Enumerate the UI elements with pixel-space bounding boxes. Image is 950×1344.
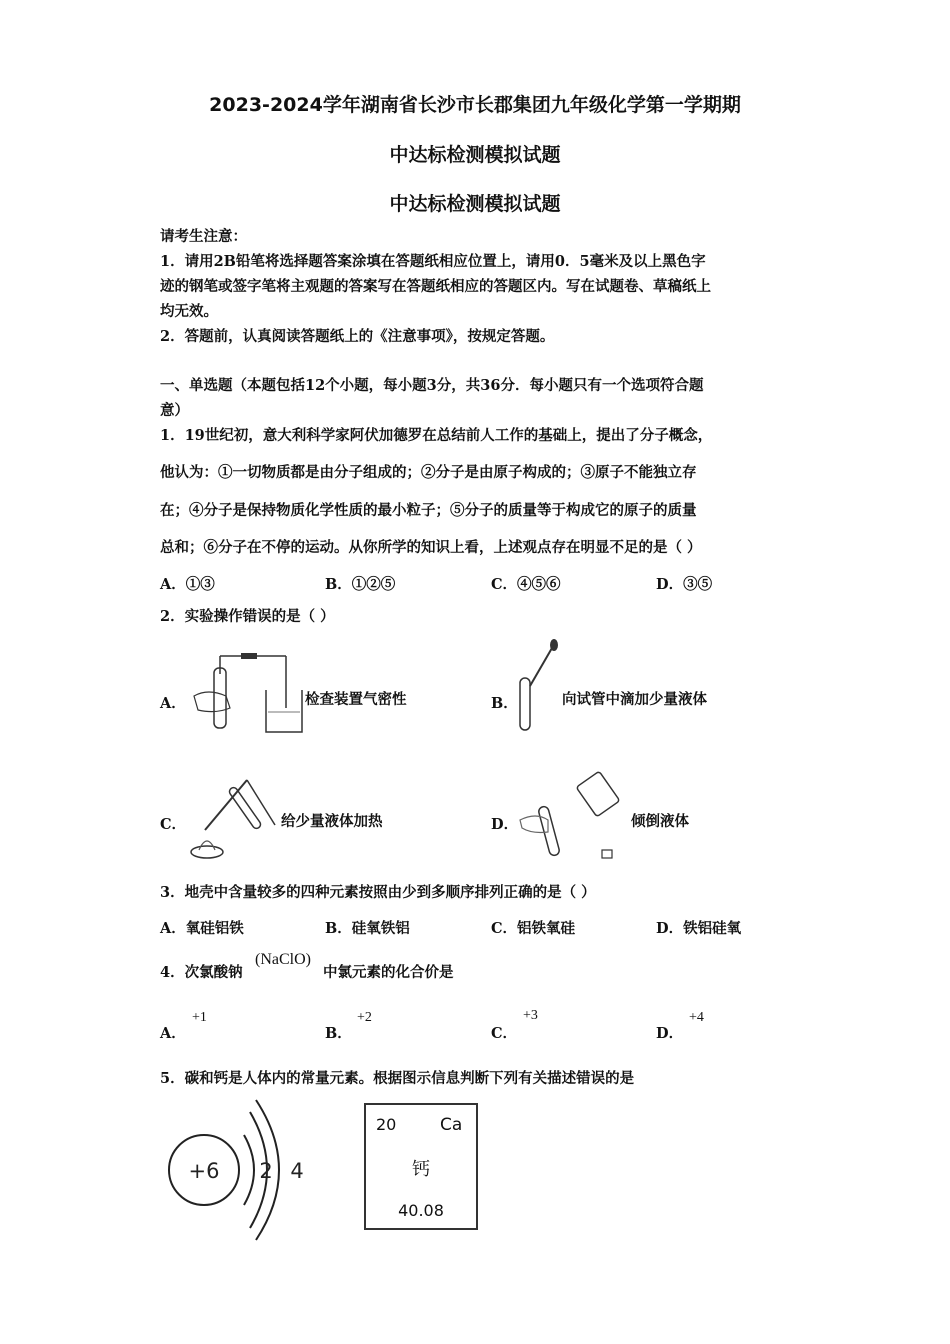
q1-option-d[interactable]: D．③⑤ bbox=[656, 576, 713, 593]
q2-option-d-text: 倾倒液体 bbox=[631, 813, 689, 830]
airtightness-check-illustration bbox=[186, 648, 306, 738]
section-heading-line1: 一、单选题（本题包括12个小题，每小题3分，共36分．每小题只有一个选项符合题 bbox=[160, 377, 704, 394]
title-line-1: 2023-2024学年湖南省长沙市长郡集团九年级化学第一学期期 bbox=[209, 94, 741, 116]
q5-stem: 5．碳和钙是人体内的常量元素。根据图示信息判断下列有关描述错误的是 bbox=[160, 1070, 635, 1087]
q2-stem: 2．实验操作错误的是（ ） bbox=[160, 608, 335, 625]
q4-option-d-value: +4 bbox=[689, 1010, 704, 1025]
q1-option-c[interactable]: C．④⑤⑥ bbox=[491, 576, 561, 593]
q4-option-b-letter[interactable]: B． bbox=[325, 1025, 352, 1042]
shell-2-electrons: 4 bbox=[290, 1159, 304, 1183]
element-symbol: Ca bbox=[440, 1115, 463, 1135]
element-atomic-mass: 40.08 bbox=[398, 1201, 444, 1220]
q3-option-b[interactable]: B．硅氧铁铝 bbox=[325, 920, 410, 937]
electron-shell-1-arc bbox=[244, 1135, 254, 1205]
q1-line4: 总和；⑥分子在不停的运动。从你所学的知识上看，上述观点存在明显不足的是（ ） bbox=[160, 539, 702, 556]
notice-item2: 2．答题前，认真阅读答题纸上的《注意事项》，按规定答题。 bbox=[160, 328, 555, 345]
calcium-element-card bbox=[364, 1103, 478, 1230]
q2-option-b-text: 向试管中滴加少量液体 bbox=[562, 691, 707, 708]
nucleus-charge: +6 bbox=[188, 1159, 220, 1183]
q2-option-a-letter[interactable]: A． bbox=[160, 695, 186, 712]
q4-option-a-value: +1 bbox=[192, 1010, 207, 1025]
q2-option-b-letter[interactable]: B． bbox=[491, 695, 518, 712]
title-line-2: 中达标检测模拟试题 bbox=[389, 144, 561, 166]
q4-stem-start: 4．次氯酸钠 bbox=[160, 964, 243, 981]
q4-option-d-letter[interactable]: D． bbox=[656, 1025, 684, 1042]
pouring-liquid-illustration bbox=[518, 768, 628, 863]
shell-1-electrons: 2 bbox=[259, 1159, 273, 1183]
q1-option-a[interactable]: A．①③ bbox=[160, 576, 215, 593]
liquid-heating-illustration bbox=[185, 770, 280, 865]
section-heading-line2: 意） bbox=[160, 402, 189, 419]
dropper-illustration bbox=[512, 638, 562, 738]
title-line-3: 中达标检测模拟试题 bbox=[389, 193, 561, 215]
q2-option-c-text: 给少量液体加热 bbox=[281, 813, 383, 830]
q2-option-c-letter[interactable]: C． bbox=[160, 816, 187, 833]
q4-option-c-letter[interactable]: C． bbox=[491, 1025, 518, 1042]
notice-heading: 请考生注意： bbox=[160, 228, 247, 245]
notice-item1-line1: 1．请用2B铅笔将选择题答案涂填在答题纸相应位置上，请用0．5毫米及以上黑色字 bbox=[160, 253, 706, 270]
element-atomic-number: 20 bbox=[376, 1115, 397, 1134]
q1-line2: 他认为：①一切物质都是由分子组成的；②分子是由原子构成的；③原子不能独立存 bbox=[160, 464, 697, 481]
carbon-atom-structure-diagram bbox=[160, 1095, 320, 1245]
element-name: 钙 bbox=[412, 1159, 430, 1180]
q2-option-a-text: 检查装置气密性 bbox=[305, 691, 407, 708]
q3-option-a[interactable]: A．氧硅铝铁 bbox=[160, 920, 244, 937]
q2-option-d-letter[interactable]: D． bbox=[491, 816, 519, 833]
q1-line3: 在；④分子是保持物质化学性质的最小粒子；⑤分子的质量等于构成它的原子的质量 bbox=[160, 502, 697, 519]
q3-stem: 3．地壳中含量较多的四种元素按照由少到多顺序排列正确的是（ ） bbox=[160, 884, 596, 901]
notice-item1-line3: 均无效。 bbox=[160, 303, 218, 320]
q3-option-d[interactable]: D．铁铝硅氧 bbox=[656, 920, 742, 937]
q4-option-a-letter[interactable]: A． bbox=[160, 1025, 186, 1042]
q1-option-b[interactable]: B．①②⑤ bbox=[325, 576, 396, 593]
q4-option-c-value: +3 bbox=[523, 1008, 538, 1023]
q4-formula: (NaClO) bbox=[255, 951, 311, 968]
q4-stem-end: 中氯元素的化合价是 bbox=[323, 964, 454, 981]
notice-item1-line2: 迹的钢笔或签字笔将主观题的答案写在答题纸相应的答题区内。写在试题卷、草稿纸上 bbox=[160, 278, 711, 295]
q4-option-b-value: +2 bbox=[357, 1010, 372, 1025]
q3-option-c[interactable]: C．铝铁氧硅 bbox=[491, 920, 576, 937]
q1-line1: 1．19世纪初，意大利科学家阿伏加德罗在总结前人工作的基础上，提出了分子概念， bbox=[160, 427, 713, 444]
